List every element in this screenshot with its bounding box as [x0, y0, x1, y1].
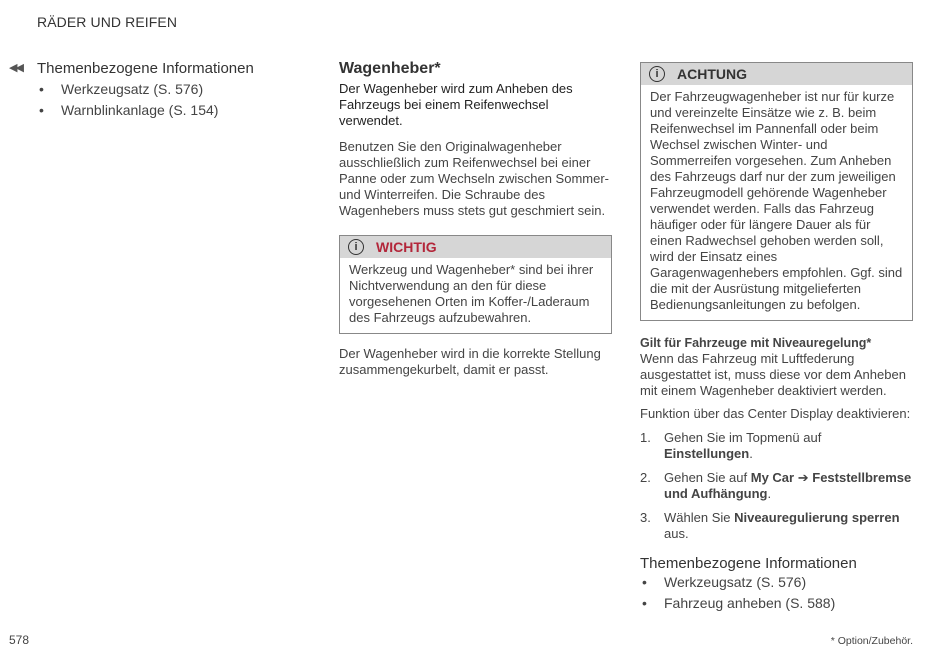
right-column [640, 62, 913, 616]
body-paragraph: Funktion über das Center Display deaktivieren: [640, 406, 911, 421]
related-link[interactable]: • Fahrzeug anheben (S. 588) [642, 595, 836, 611]
page-header: RÄDER UND REIFEN [37, 14, 178, 30]
lead-paragraph: Der Wagenheber wird zum Anheben des Fahrzeugs bei einem Reifenwechsel verwendet. [339, 81, 573, 128]
related-heading: Themenbezogene Informationen [640, 555, 857, 572]
double-chevron-left-icon[interactable]: ◀◀ [9, 62, 22, 74]
related-link[interactable]: • Werkzeugsatz (S. 576) [39, 81, 204, 97]
related-heading: Themenbezogene Informationen [37, 60, 254, 77]
steps-list [640, 430, 913, 542]
important-label: WICHTIG [376, 239, 437, 255]
arrow-right-icon: ➔ [797, 470, 809, 485]
important-text: Werkzeug und Wagenheber* sind bei ihrer Nichtverwendung an den für diese vorgesehenen Orten im Koffer-/Laderaum des Fahrzeugs aufzubewahren. [349, 262, 594, 325]
subheading: Gilt für Fahrzeuge mit Niveauregelung* [640, 336, 872, 350]
warning-text: Der Fahrzeugwagenheber ist nur für kurze und vereinzelte Einsätze wie z. B. beim Reifenwechsel im Pannenfall oder beim Wechsel zwischen Winter- und Sommerreifen vorgesehen. Zum Anheben des Fahrzeugs darf nur der zum jeweiligen Fahrzeugmodell gehörende Wagenheber verwendet werden. Falls das Fahrzeug häufiger oder für längere Dauer als für einen Radwechsel gehoben werden soll, wird der Einsatz eines Garagenwagenhebers empfohlen. Ggf. sind die mit der Ausrüstung mitgelieferten Bedienungsanleitungen zu befolgen. [650, 89, 903, 312]
info-circle-icon: i [348, 239, 364, 255]
bullet-icon: • [642, 574, 647, 590]
important-box-header [340, 236, 611, 258]
warning-box-header [641, 63, 912, 85]
bullet-icon: • [39, 102, 44, 118]
warning-box [640, 62, 913, 321]
body-paragraph: Wenn das Fahrzeug mit Luftfederung ausgestattet ist, muss diese vor dem Anheben mit einem Wagenheber deaktiviert werden. [640, 351, 906, 398]
step-item: 3. Wählen Sie Niveauregulierung sperren aus. [640, 510, 900, 541]
info-circle-icon: i [649, 66, 665, 82]
important-box [339, 235, 612, 334]
page-number: 578 [9, 633, 30, 647]
related-info-left [37, 60, 307, 123]
bullet-icon: • [642, 595, 647, 611]
body-paragraph: Benutzen Sie den Originalwagenheber ausschließlich zum Reifenwechsel bei einer Panne oder zum Wechseln zwischen Sommer- und Winterreifen. Die Schraube des Wagenhebers muss stets gut geschmiert sein. [339, 139, 609, 218]
step-item: 2. Gehen Sie auf My Car ➔ Feststellbremse und Aufhängung. [640, 470, 912, 501]
step-item: 1. Gehen Sie im Topmenü auf Einstellungen. [640, 430, 822, 461]
bullet-icon: • [39, 81, 44, 97]
body-paragraph: Der Wagenheber wird in die korrekte Stellung zusammengekurbelt, damit er passt. [339, 346, 601, 377]
warning-label: ACHTUNG [677, 66, 747, 82]
related-link[interactable]: • Warnblinkanlage (S. 154) [39, 102, 219, 118]
section-title: Wagenheber* [339, 60, 441, 77]
footnote: * Option/Zubehör. [830, 635, 913, 647]
related-link[interactable]: • Werkzeugsatz (S. 576) [642, 574, 807, 590]
main-column [339, 60, 612, 378]
